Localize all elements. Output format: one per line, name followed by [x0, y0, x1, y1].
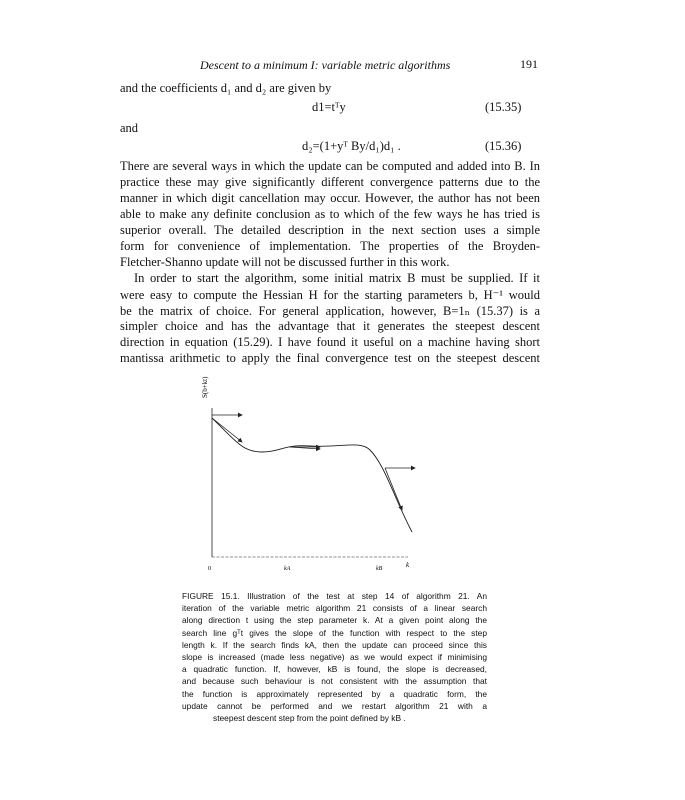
equation-number-15-35: (15.35) [485, 100, 522, 114]
tangent-arrow-kb-slope [385, 468, 402, 510]
page-number: 191 [520, 57, 538, 71]
caption-line-5: length k. If the search finds kA, then the update can proceed since this [182, 639, 487, 650]
para1-line-3: manner in which digit cancellation may occur. However, the author has not been [120, 191, 540, 205]
caption-line-9: the function is approximately represented by a quadratic form, the [182, 688, 487, 699]
figure-caption [182, 590, 487, 724]
para1-line-7: Fletcher-Shanno update will not be discussed further in this work. [120, 255, 450, 269]
caption-line-10: update cannot be performed and we restart algorithm 21 with a [182, 700, 487, 711]
intro-line: and the coefficients d₁ and d₂ are given by [120, 81, 332, 95]
x-axis-label: k [406, 561, 410, 569]
marker-ka-label: kA [284, 566, 291, 572]
equation-15-36: d₂=(1+yᵀ By/d₁)d₁ . [302, 139, 401, 153]
equation-15-35: d1=tᵀy [312, 100, 346, 114]
para2-line-4: simpler choice and has the advantage that it generates the steepest descent [120, 319, 540, 333]
caption-line-2: iteration of the variable metric algorithm 21 consists of a linear search [182, 603, 487, 614]
and-word: and [120, 121, 139, 135]
para2-line-3: be the matrix of choice. For general application, however, B=1ₙ (15.37) is a [120, 304, 540, 318]
para2-line-6: mantissa arithmetic to apply the final convergence test on the steepest descent [120, 351, 540, 365]
marker-kb-label: kB [376, 566, 383, 572]
origin-label: 0 [208, 566, 211, 572]
para2-line-1: In order to start the algorithm, some initial matrix B must be supplied. If it [134, 271, 540, 285]
equation-number-15-36: (15.36) [485, 139, 522, 153]
caption-line-3: along direction t using the step parameter k. At a given point along the [182, 615, 487, 626]
caption-line-8: and because such behaviour is not consistent with the assumption that [182, 676, 487, 687]
para2-line-2: were easy to compute the Hessian H for the starting parameters b, H⁻¹ would [120, 288, 540, 302]
y-axis-label: S(b+kt) [201, 376, 209, 398]
function-curve [212, 418, 412, 532]
para1-line-5: superior overall. The detailed description in the next section uses a simple [120, 223, 540, 237]
para1-line-6: form for convenience of implementation. The properties of the Broyden- [120, 239, 540, 253]
para1-line-4: able to make any definite conclusion as to which of the few ways he has tried is [120, 207, 540, 221]
caption-line-1: FIGURE 15.1. Illustration of the test at step 14 of algorithm 21. An [182, 591, 487, 601]
para1-line-2: practice these may give significantly different convergence patterns due to the [120, 175, 540, 189]
caption-line-11: steepest descent step from the point defined by kB . [213, 713, 406, 724]
caption-line-6: slope is increased (made less negative) as we would expect if minimising [182, 652, 487, 663]
tangent-arrow-start-slope [212, 418, 242, 442]
caption-line-4: search line gᵀt gives the slope of the function with respect to the step [182, 627, 487, 638]
figure-15-1 [190, 360, 440, 580]
para1-line-1: There are several ways in which the update can be computed and added into B. In [120, 159, 540, 173]
para2-line-5: direction in equation (15.29). I have found it useful on a machine having short [120, 335, 540, 349]
caption-line-7: a quadratic function. If, however, kB is found, the slope is decreased, [182, 664, 487, 675]
running-title: Descent to a minimum I: variable metric algorithms [200, 58, 451, 72]
